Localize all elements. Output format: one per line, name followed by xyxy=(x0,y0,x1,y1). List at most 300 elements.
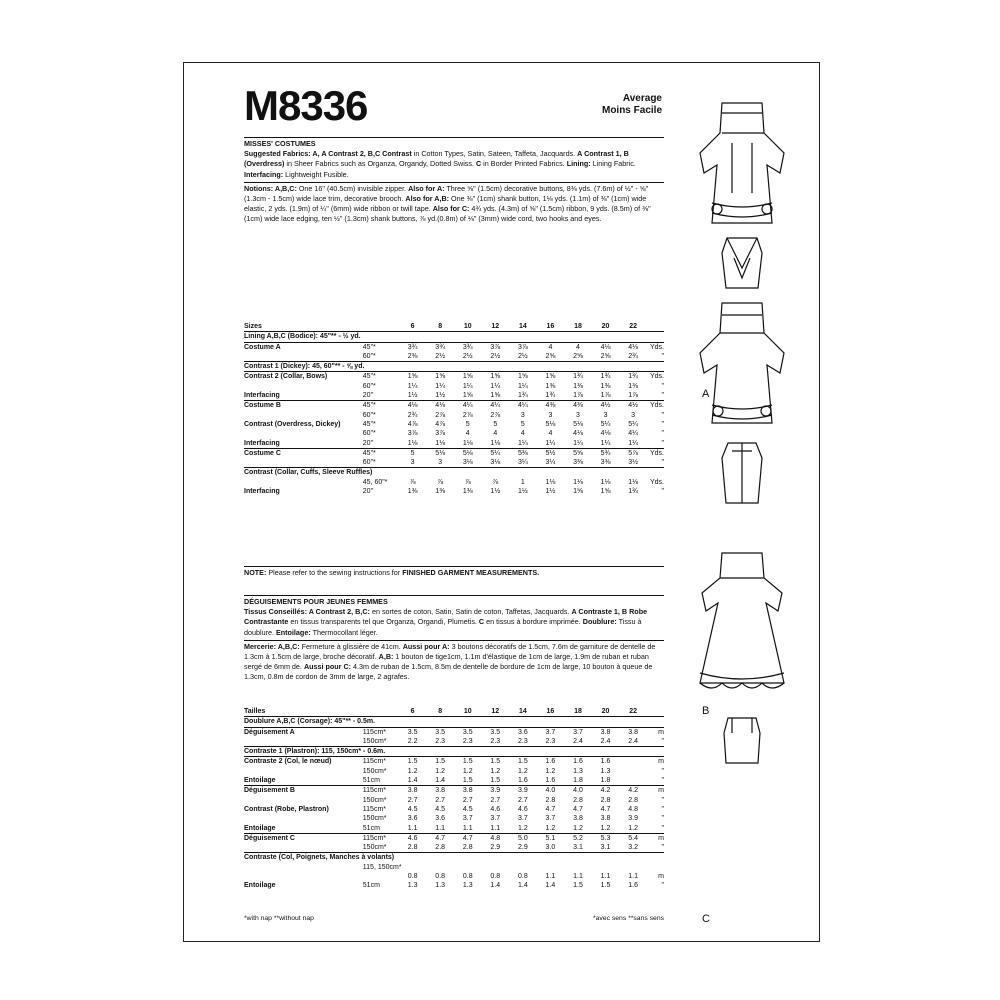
row-label: Contraste 2 (Col, le nœud) xyxy=(244,757,363,767)
unit: " xyxy=(661,767,664,775)
row-label: Entoilage xyxy=(244,824,276,832)
yardage-value: 1¾ xyxy=(564,372,592,382)
yardage-value: 1.6 xyxy=(628,882,638,890)
yardage-value xyxy=(619,757,647,767)
view-a-dress-sketch xyxy=(700,103,784,223)
yardage-value: 2.4 xyxy=(573,737,583,745)
yardage-value: 1⅝ xyxy=(399,372,427,382)
size-header: 16 xyxy=(537,707,565,717)
table-row xyxy=(244,881,664,890)
yardage-value: 1.2 xyxy=(545,824,556,832)
yardage-value: 3.6 xyxy=(435,815,446,823)
yardage-value: 2½ xyxy=(490,352,501,360)
fabric-width: 115cm* xyxy=(363,786,399,796)
yardage-value: 1⅝ xyxy=(454,372,482,382)
unit: " xyxy=(661,439,664,447)
yardage-value: 4.5 xyxy=(435,805,446,813)
size-header: 20 xyxy=(592,707,620,717)
row-label: Contraste (Col, Poignets, Manches à volants) xyxy=(244,853,664,863)
row-label xyxy=(244,814,363,823)
yardage-value: 1.4 xyxy=(545,882,556,890)
fabric-width: 150cm* xyxy=(362,815,387,823)
size-header: 6 xyxy=(399,322,427,332)
row-label: Déguisement B xyxy=(244,786,363,796)
yardage-value: 3.8 xyxy=(573,815,583,823)
yardage-value: 3.5 xyxy=(454,727,482,737)
yardage-value: 5¼ xyxy=(482,448,510,458)
unit: m xyxy=(647,727,664,737)
yardage-value: 5 xyxy=(399,448,427,458)
yardage-value: 5⅛ xyxy=(545,420,556,428)
yardage-value: 1¾ xyxy=(619,372,647,382)
yardage-value: 3¾ xyxy=(399,342,427,352)
yardage-value: 2.2 xyxy=(407,737,418,745)
yardage-value: 1⅛ xyxy=(573,478,583,486)
table-row xyxy=(244,767,664,776)
yardage-value: 1¼ xyxy=(600,439,611,447)
table-row xyxy=(244,747,664,757)
yardage-value: 1.2 xyxy=(628,824,638,832)
fabric-width: 45"* xyxy=(363,342,399,352)
fabric-width: 115cm* xyxy=(363,833,399,843)
yardage-value: 1⅜ xyxy=(628,382,638,390)
yardage-value: 4.7 xyxy=(573,805,583,813)
yardage-value: 4.7 xyxy=(545,805,556,813)
row-label: Interfacing xyxy=(244,392,280,400)
yardage-value: 3.7 xyxy=(517,815,528,823)
yardage-value: 2.7 xyxy=(435,796,446,804)
yardage-value: 2⅞ xyxy=(462,411,473,419)
yardage-value: 3 xyxy=(438,459,443,467)
size-header: 8 xyxy=(426,322,454,332)
yardage-value: 0.8 xyxy=(490,873,501,881)
yardage-value: 5¼ xyxy=(600,420,611,428)
table-row xyxy=(244,332,664,342)
table-row xyxy=(244,824,664,834)
yardage-value: 2½ xyxy=(435,352,446,360)
yardage-value: 1.1 xyxy=(600,873,611,881)
row-label xyxy=(244,382,363,391)
unit: m xyxy=(647,786,664,796)
yardage-value: 5⅞ xyxy=(619,448,647,458)
row-label: Entoilage xyxy=(244,777,276,785)
yardage-value: 5⅜ xyxy=(509,448,537,458)
yardage-value: 4.5 xyxy=(462,805,473,813)
yardage-value: 1.4 xyxy=(407,777,418,785)
yardage-value: 3 xyxy=(576,411,580,419)
yardage-value: 1.1 xyxy=(573,873,583,881)
row-label xyxy=(244,352,363,362)
yardage-value: ⅞ xyxy=(437,478,444,486)
yardage-value: 2.8 xyxy=(600,796,611,804)
yardage-table-fr xyxy=(244,707,664,891)
fabric-width: 115, 150cm* xyxy=(362,863,402,871)
yardage-value: 2⅝ xyxy=(573,352,583,360)
yardage-value: 3.8 xyxy=(399,786,427,796)
yardage-value: 2.3 xyxy=(545,737,556,745)
table-row xyxy=(244,382,664,391)
yardage-value: 1⅞ xyxy=(573,392,583,400)
row-label xyxy=(244,863,363,872)
yardage-value: 1.5 xyxy=(482,757,510,767)
table-row xyxy=(244,717,664,727)
row-label: Entoilage xyxy=(244,882,276,890)
yardage-value: 1¾ xyxy=(628,488,638,496)
yardage-value: 3⅞ xyxy=(407,430,418,438)
yardage-value: 5⅛ xyxy=(426,448,454,458)
yardage-value: 3.7 xyxy=(545,815,556,823)
yardage-value: ⅞ xyxy=(464,478,471,486)
yardage-value: 3 xyxy=(603,411,608,419)
yardage-value: 5.2 xyxy=(564,833,592,843)
pattern-envelope-back xyxy=(183,62,820,942)
view-a-dress-back-sketch xyxy=(700,303,784,423)
view-b-dress-sketch xyxy=(700,553,784,688)
english-section xyxy=(244,137,664,225)
view-label-a: A xyxy=(702,388,710,400)
table-row xyxy=(244,757,664,767)
yardage-value: 4 xyxy=(493,430,498,438)
fabrics-fr: Tissus Conseillés: A Contrast 2, B,C: en sortes de coton, Satin, Satin de coton, Taffetas, Jacquards. A Contraste 1, B Robe Contrastante en tissus transparents tel que Organza, Organdi, Plumetis. C en tissus à bordure imprimée. Doublure: Tissu à doublure. Entoilage: Thermocollant léger. xyxy=(244,607,648,637)
yardage-value: 1⅝ xyxy=(573,488,583,496)
yardage-value: 4⅞ xyxy=(407,420,418,428)
yardage-value: 1.2 xyxy=(600,824,611,832)
yardage-value: 4.7 xyxy=(454,833,482,843)
yardage-value: 1.6 xyxy=(537,757,565,767)
yardage-value: 5¾ xyxy=(592,448,620,458)
row-label: Contrast (Collar, Cuffs, Sleeve Ruffles) xyxy=(244,468,664,478)
yardage-value: 1⅛ xyxy=(490,439,501,447)
yardage-value: 0.8 xyxy=(462,873,473,881)
size-header: 6 xyxy=(399,707,427,717)
yardage-value: 2.3 xyxy=(517,737,528,745)
view-label-b: B xyxy=(702,705,710,717)
yardage-value: 1⅜ xyxy=(573,382,583,390)
yardage-value: 1.3 xyxy=(407,882,418,890)
yardage-value: 3⅜ xyxy=(573,459,583,467)
fabric-width xyxy=(363,872,399,881)
table-row xyxy=(244,814,664,823)
yardage-value: 1.3 xyxy=(600,767,611,775)
yardage-value: 1.4 xyxy=(435,777,446,785)
fabric-width: 51cm xyxy=(362,777,380,785)
yardage-value: 4.7 xyxy=(426,833,454,843)
row-label: Déguisement C xyxy=(244,833,363,843)
yardage-value: 4.2 xyxy=(619,786,647,796)
unit: " xyxy=(661,737,664,745)
size-header: 8 xyxy=(426,707,454,717)
notions-fr: Mercerie: A,B,C: Fermeture à glissière de 41cm. Aussi pour A: 3 boutons décoratifs de 1.5cm, 7.6m de garniture de dentelle de 1.3cm à 1.5cm de large, broche décoratif. A,B: 1 bouton de tige1cm, 1.1m d'élastique de 1cm de large, 1.9m de ruban et ruban sergé de 6mm de. Aussi pour C: 4.3m de ruban de 1.5cm, 8.5m de dentelle de bordure de 1cm de large, 10 bouton à queue de 1.3cm, 0.8m de cordon de 3mm de large, 2 agrafes. xyxy=(244,640,664,683)
yardage-value: 1.3 xyxy=(435,882,446,890)
difficulty-fr: Moins Facile xyxy=(601,105,662,116)
yardage-value: 4.7 xyxy=(600,805,611,813)
yardage-value: 3.7 xyxy=(564,727,592,737)
yardage-value: 1⅛ xyxy=(435,439,446,447)
yardage-value: 1.2 xyxy=(435,767,446,775)
fabric-width: 150cm* xyxy=(362,796,387,804)
fabric-width: 60"* xyxy=(362,382,376,390)
yardage-value: 1.2 xyxy=(407,767,418,775)
row-label xyxy=(244,767,363,776)
unit: " xyxy=(661,815,664,823)
yardage-value: 1.5 xyxy=(462,777,473,785)
yardage-value: 1.5 xyxy=(454,757,482,767)
yardage-value: 3½ xyxy=(628,459,638,467)
yardage-value: 2.8 xyxy=(628,796,638,804)
row-label: Lining A,B,C (Bodice): 45"** - ½ yd. xyxy=(244,332,664,342)
row-label: Interfacing xyxy=(244,488,280,496)
difficulty-en: Average xyxy=(622,93,662,104)
unit: m xyxy=(647,757,664,767)
row-label: Doublure A,B,C (Corsage): 45"** - 0.5m. xyxy=(244,717,664,727)
fabric-width: 45"* xyxy=(362,420,376,428)
yardage-value: 5.3 xyxy=(592,833,620,843)
yardage-value: 1.1 xyxy=(490,824,501,832)
fabric-width: 115cm* xyxy=(362,805,386,813)
yardage-value: 2.7 xyxy=(462,796,473,804)
yardage-value: 1.5 xyxy=(509,757,537,767)
yardage-value: 1.8 xyxy=(573,777,583,785)
yardage-value: 3⅞ xyxy=(509,342,537,352)
yardage-value: 1¼ xyxy=(628,439,638,447)
yardage-value: 4⅜ xyxy=(564,401,592,411)
unit: m xyxy=(658,873,664,881)
yardage-value: 2¾ xyxy=(407,411,418,419)
yardage-value xyxy=(619,776,647,786)
unit: " xyxy=(661,844,664,852)
table-row xyxy=(244,468,664,478)
table-row xyxy=(244,805,664,814)
table-row xyxy=(244,843,664,853)
yardage-value: 5½ xyxy=(537,448,565,458)
unit: " xyxy=(661,430,664,438)
yardage-value: 1⅛ xyxy=(462,439,473,447)
yardage-value: 3.6 xyxy=(509,727,537,737)
yardage-value: 3.9 xyxy=(482,786,510,796)
yardage-value: 3.8 xyxy=(619,727,647,737)
fabric-width: 115cm* xyxy=(363,757,399,767)
yardage-value: 3⅞ xyxy=(482,342,510,352)
yardage-value: 2.7 xyxy=(407,796,418,804)
fabric-width: 115cm* xyxy=(363,727,399,737)
yardage-value: 1⅛ xyxy=(407,439,418,447)
yardage-value: 1¾ xyxy=(517,392,528,400)
yardage-value: 4.0 xyxy=(537,786,565,796)
row-label: Costume B xyxy=(244,401,363,411)
yardage-value: 1.5 xyxy=(573,882,583,890)
yardage-value: 1.6 xyxy=(545,777,556,785)
yardage-value: 3 xyxy=(520,411,525,419)
row-label xyxy=(244,429,363,438)
yardage-value: 1½ xyxy=(435,392,446,400)
yardage-value: 0.8 xyxy=(407,873,418,881)
yardage-value: 0.8 xyxy=(517,873,528,881)
fabric-width: 20" xyxy=(362,439,374,447)
yardage-value: 2¾ xyxy=(628,352,638,360)
yardage-value: 2.7 xyxy=(490,796,501,804)
yardage-value: 1½ xyxy=(490,488,501,496)
yardage-value: 2⅞ xyxy=(435,411,446,419)
yardage-value: 5.1 xyxy=(537,833,565,843)
footer-nap-en: *with nap **without nap xyxy=(244,915,314,922)
table-row xyxy=(244,478,664,487)
yardage-value: 4.6 xyxy=(517,805,528,813)
row-label xyxy=(244,872,363,881)
yardage-value: 4¼ xyxy=(482,401,510,411)
yardage-value: 1½ xyxy=(407,392,418,400)
size-header: 22 xyxy=(619,707,647,717)
table-row xyxy=(244,863,664,872)
yardage-value: 1½ xyxy=(545,488,556,496)
difficulty-rating xyxy=(554,93,662,117)
yardage-value: 5 xyxy=(465,420,470,428)
unit: Yds. xyxy=(647,401,664,411)
garment-illustrations xyxy=(672,93,812,933)
yardage-value: 1⅞ xyxy=(628,392,638,400)
yardage-value: 4⅛ xyxy=(600,430,611,438)
fabric-width: 150cm* xyxy=(362,767,387,775)
yardage-value: 5 xyxy=(493,420,498,428)
fabric-width: 150cm* xyxy=(362,844,387,852)
fabric-width: 60"* xyxy=(362,430,376,438)
fabrics-en: Suggested Fabrics: A, A Contrast 2, B,C Contrast in Cotton Types, Satin, Sateen, Taffeta, Jacquards. A Contrast 1, B (Overdress) in Sheer Fabrics such as Organza, Organdy, Dotted Swiss. C in Border Printed Fabrics. Lining: Lining Fabric. Interfacing: Lightweight Fusible. xyxy=(244,149,636,179)
unit-header xyxy=(647,322,664,332)
table-row xyxy=(244,439,664,449)
size-header: 16 xyxy=(537,322,565,332)
yardage-value: 1⅛ xyxy=(628,478,638,486)
yardage-value: 1¼ xyxy=(435,382,446,390)
fabric-width: 45, 60"* xyxy=(362,478,388,486)
yardage-value: 4.8 xyxy=(628,805,638,813)
footer-nap-fr: *avec sens **sans sens xyxy=(592,915,664,922)
row-label xyxy=(244,478,363,487)
table-row xyxy=(244,458,664,468)
yardage-value: 5 xyxy=(520,420,525,428)
yardage-value: 1¼ xyxy=(490,382,501,390)
fabric-width: 20" xyxy=(362,488,374,496)
fabric-width: 60"* xyxy=(362,352,376,360)
fabric-width: 60"* xyxy=(362,411,376,419)
yardage-value: 4⅛ xyxy=(573,430,583,438)
yardage-value: 3.8 xyxy=(454,786,482,796)
fabric-width: 51cm xyxy=(362,882,380,890)
yardage-value: 1.2 xyxy=(462,767,473,775)
view-a-dickey-back-sketch xyxy=(722,443,762,503)
yardage-value: 1.6 xyxy=(564,757,592,767)
yardage-value: 1⅝ xyxy=(482,372,510,382)
yardage-value: 3.7 xyxy=(490,815,501,823)
table-row xyxy=(244,411,664,420)
row-label xyxy=(244,411,363,420)
yardage-value: 1⅝ xyxy=(537,372,565,382)
yardage-value: 3.0 xyxy=(545,844,556,852)
row-label: Costume A xyxy=(244,342,363,352)
view-b-dress-back-sketch xyxy=(700,633,784,763)
unit: " xyxy=(661,824,664,832)
yardage-value: 2.3 xyxy=(490,737,501,745)
fabric-width: 45"* xyxy=(363,401,399,411)
yardage-value: 1⅝ xyxy=(426,372,454,382)
table-row xyxy=(244,727,664,737)
yardage-value: 1¼ xyxy=(407,382,418,390)
yardage-value: 3.5 xyxy=(399,727,427,737)
yardage-value: 1.2 xyxy=(517,767,528,775)
size-header: 10 xyxy=(454,707,482,717)
yardage-value: 1.6 xyxy=(592,757,620,767)
yardage-table-en xyxy=(244,322,664,496)
yardage-value: 2⅞ xyxy=(490,411,501,419)
yardage-value: 1⅝ xyxy=(462,392,473,400)
french-section xyxy=(244,595,664,683)
table-row xyxy=(244,420,664,429)
yardage-value: 3¾ xyxy=(454,342,482,352)
category-fr: DÉGUISEMENTS POUR JEUNES FEMMES xyxy=(244,597,388,606)
yardage-value: 4 xyxy=(564,342,592,352)
row-label: Contrast (Overdress, Dickey) xyxy=(244,420,341,428)
yardage-value: 3.9 xyxy=(628,815,638,823)
yardage-value: 3.8 xyxy=(426,786,454,796)
yardage-value: 2.7 xyxy=(517,796,528,804)
size-header: 10 xyxy=(454,322,482,332)
yardage-value: 2½ xyxy=(462,352,473,360)
table-row xyxy=(244,872,664,881)
yardage-value: 2.3 xyxy=(435,737,446,745)
table-row xyxy=(244,391,664,401)
yardage-value: 1¼ xyxy=(517,382,528,390)
yardage-value: 5¼ xyxy=(628,420,638,428)
yardage-value: 5.0 xyxy=(509,833,537,843)
yardage-value: ⅞ xyxy=(409,478,416,486)
yardage-value: 1¼ xyxy=(545,439,556,447)
sizes-label: Tailles xyxy=(244,707,399,717)
table-row xyxy=(244,362,664,372)
yardage-value: 3.6 xyxy=(407,815,418,823)
fabric-width: 20" xyxy=(362,392,374,400)
size-header: 20 xyxy=(592,322,620,332)
yardage-value: 3.8 xyxy=(592,727,620,737)
unit: " xyxy=(661,420,664,428)
yardage-value: 4.0 xyxy=(564,786,592,796)
table-row xyxy=(244,352,664,362)
yardage-value: 1.5 xyxy=(399,757,427,767)
view-a-dickey-sketch xyxy=(722,238,762,288)
row-label: Interfacing xyxy=(244,439,280,447)
unit: " xyxy=(661,392,664,400)
yardage-value: 1⅞ xyxy=(600,392,611,400)
yardage-value: 3¼ xyxy=(517,459,528,467)
unit: Yds. xyxy=(647,342,664,352)
table-row xyxy=(244,487,664,496)
unit: " xyxy=(661,882,664,890)
unit: " xyxy=(661,796,664,804)
yardage-value: 1⅝ xyxy=(509,372,537,382)
yardage-value: 4⅞ xyxy=(435,420,446,428)
yardage-value: 4 xyxy=(537,342,565,352)
row-label xyxy=(244,458,363,468)
yardage-value: 3¾ xyxy=(426,342,454,352)
row-label: Contrast (Robe, Plastron) xyxy=(244,805,329,813)
note-en: NOTE: Please refer to the sewing instructions for FINISHED GARMENT MEASUREMENTS. xyxy=(244,566,664,578)
yardage-value: 3.8 xyxy=(600,815,611,823)
size-header: 18 xyxy=(564,707,592,717)
sizes-header-row xyxy=(244,322,664,332)
unit: Yds. xyxy=(647,372,664,382)
row-label xyxy=(244,796,363,805)
yardage-value: 2⅝ xyxy=(545,352,556,360)
table-row xyxy=(244,786,664,796)
unit-header xyxy=(647,707,664,717)
unit: Yds. xyxy=(649,478,664,486)
